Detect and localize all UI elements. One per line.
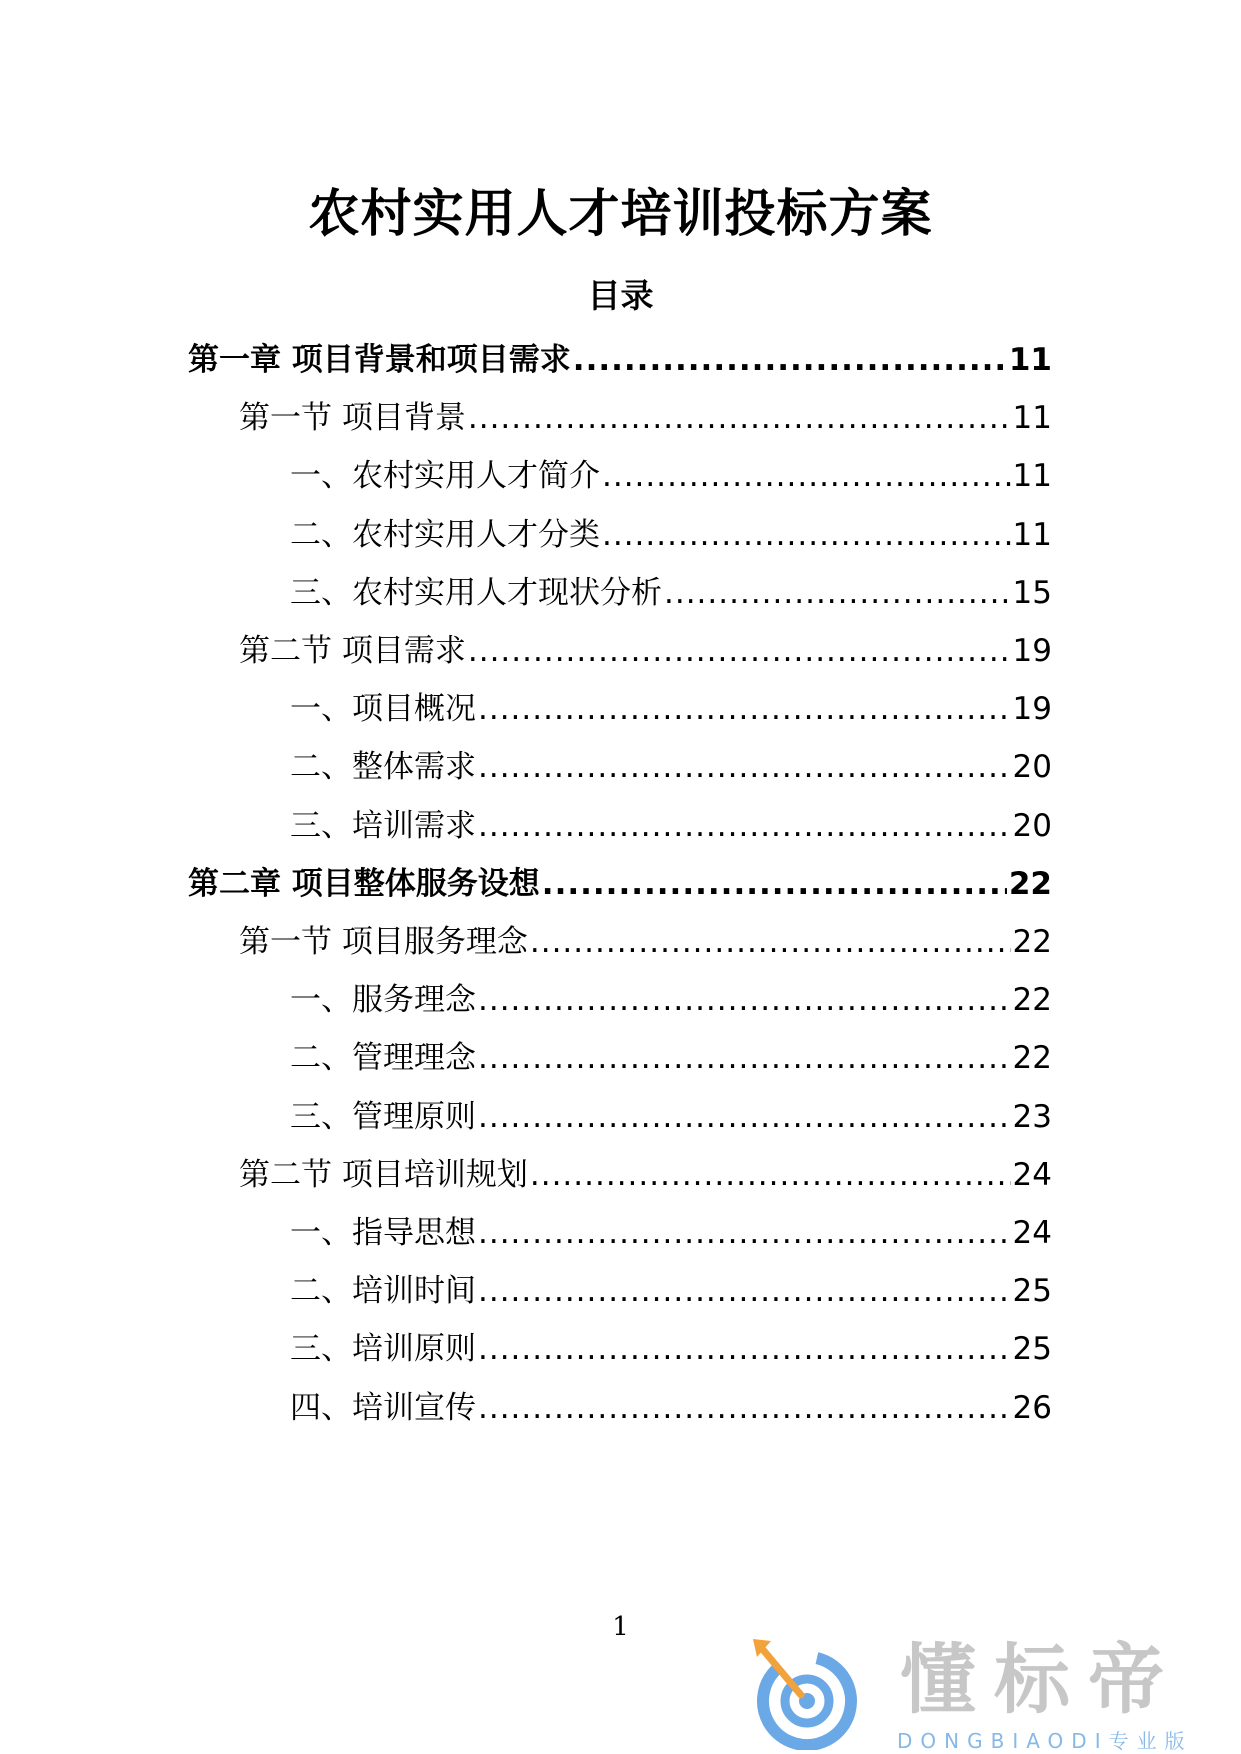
toc-entry-page: 19 <box>1012 691 1052 728</box>
toc-dot-leader <box>478 980 1011 1020</box>
toc-entry-label: 第二节 项目培训规划 <box>239 1156 528 1193</box>
toc-entry[interactable] <box>239 388 1052 438</box>
toc-entry[interactable] <box>290 1261 1052 1311</box>
toc-dot-leader <box>664 573 1011 613</box>
toc-dot-leader <box>478 1388 1011 1428</box>
toc-entry-page: 22 <box>1012 1040 1052 1077</box>
toc-dot-leader <box>602 515 1011 555</box>
watermark <box>745 1635 1225 1753</box>
watermark-text: 懂标帝 <box>900 1635 1182 1724</box>
toc-entry[interactable] <box>188 854 1052 904</box>
toc-entry[interactable] <box>239 1145 1052 1195</box>
toc-entry-page: 24 <box>1012 1156 1052 1193</box>
toc-entry[interactable] <box>290 679 1052 729</box>
toc-entry-label: 一、服务理念 <box>290 982 476 1019</box>
toc-entry-label: 三、培训原则 <box>290 1331 476 1368</box>
toc-dot-leader <box>478 1038 1011 1078</box>
toc-dot-leader <box>478 1329 1011 1369</box>
toc-dot-leader <box>478 1271 1011 1311</box>
toc-entry-page: 11 <box>1012 400 1052 437</box>
toc-entry-page: 25 <box>1012 1331 1052 1368</box>
toc-dot-leader <box>530 1155 1011 1195</box>
toc-entry[interactable] <box>290 446 1052 496</box>
toc-entry-page: 15 <box>1012 574 1052 611</box>
toc-entry-page: 26 <box>1012 1389 1052 1426</box>
toc-entry-page: 11 <box>1008 342 1052 378</box>
toc-entry[interactable] <box>290 1203 1052 1253</box>
toc-entry-page: 22 <box>1012 982 1052 1019</box>
toc-dot-leader <box>602 456 1011 496</box>
toc-entry-label: 一、项目概况 <box>290 691 476 728</box>
toc-entry-page: 19 <box>1012 633 1052 669</box>
toc-heading: 目录 <box>587 276 654 315</box>
toc-entry-page: 11 <box>1012 458 1052 495</box>
toc-dot-leader <box>468 631 1011 671</box>
toc-entry[interactable] <box>290 796 1052 846</box>
toc-entry-label: 二、农村实用人才分类 <box>290 516 600 553</box>
document-title: 农村实用人才培训投标方案 <box>308 185 933 244</box>
toc-entry-label: 二、培训时间 <box>290 1273 476 1310</box>
toc-entry[interactable] <box>290 1028 1052 1078</box>
toc-entry-page: 11 <box>1012 516 1052 553</box>
toc-entry[interactable] <box>188 330 1052 380</box>
target-arrow-icon <box>745 1635 865 1750</box>
toc-entry-label: 三、管理原则 <box>290 1098 476 1135</box>
toc-entry-label: 第一节 项目服务理念 <box>239 924 528 960</box>
toc-entry-label: 第二章 项目整体服务设想 <box>188 865 540 902</box>
toc-entry-label: 四、培训宣传 <box>290 1389 476 1426</box>
toc-entry-label: 第一章 项目背景和项目需求 <box>188 342 571 378</box>
toc-entry-page: 20 <box>1012 807 1052 844</box>
toc-dot-leader <box>530 922 1011 962</box>
page-number: 1 <box>612 1612 629 1642</box>
toc-entry-page: 23 <box>1012 1098 1052 1135</box>
toc-dot-leader <box>573 340 1007 380</box>
toc-entry-label: 第二节 项目需求 <box>239 633 466 669</box>
toc-entry[interactable] <box>290 970 1052 1020</box>
toc-dot-leader <box>478 1097 1011 1137</box>
toc-entry-page: 25 <box>1012 1273 1052 1310</box>
toc-dot-leader <box>478 1213 1011 1253</box>
toc-entry-label: 二、整体需求 <box>290 749 476 786</box>
toc-entry[interactable] <box>239 912 1052 962</box>
toc-entry[interactable] <box>290 1378 1052 1428</box>
toc-dot-leader <box>468 398 1011 438</box>
toc-dot-leader <box>542 864 1007 904</box>
toc-dot-leader <box>478 806 1011 846</box>
toc-entry-label: 三、培训需求 <box>290 807 476 844</box>
toc-entry-page: 24 <box>1012 1215 1052 1251</box>
toc-entry-page: 20 <box>1012 749 1052 786</box>
toc-entry-label: 第一节 项目背景 <box>239 400 466 437</box>
toc-entry-label: 一、农村实用人才简介 <box>290 458 600 495</box>
toc-entry[interactable] <box>290 1087 1052 1137</box>
toc-entry-label: 二、管理理念 <box>290 1040 476 1077</box>
toc-entry[interactable] <box>239 621 1052 671</box>
watermark-subtext: DONGBIAODI专业版 <box>897 1729 1193 1753</box>
toc-entry[interactable] <box>290 505 1052 555</box>
toc-entry-page: 22 <box>1008 865 1052 902</box>
toc-entry[interactable] <box>290 563 1052 613</box>
toc-dot-leader <box>478 747 1011 787</box>
toc-entry-label: 三、农村实用人才现状分析 <box>290 574 662 611</box>
toc-dot-leader <box>478 689 1011 729</box>
toc-entry-page: 22 <box>1012 924 1052 960</box>
toc-entry-label: 一、指导思想 <box>290 1215 476 1251</box>
toc-entry[interactable] <box>290 737 1052 787</box>
toc-entry[interactable] <box>290 1319 1052 1369</box>
